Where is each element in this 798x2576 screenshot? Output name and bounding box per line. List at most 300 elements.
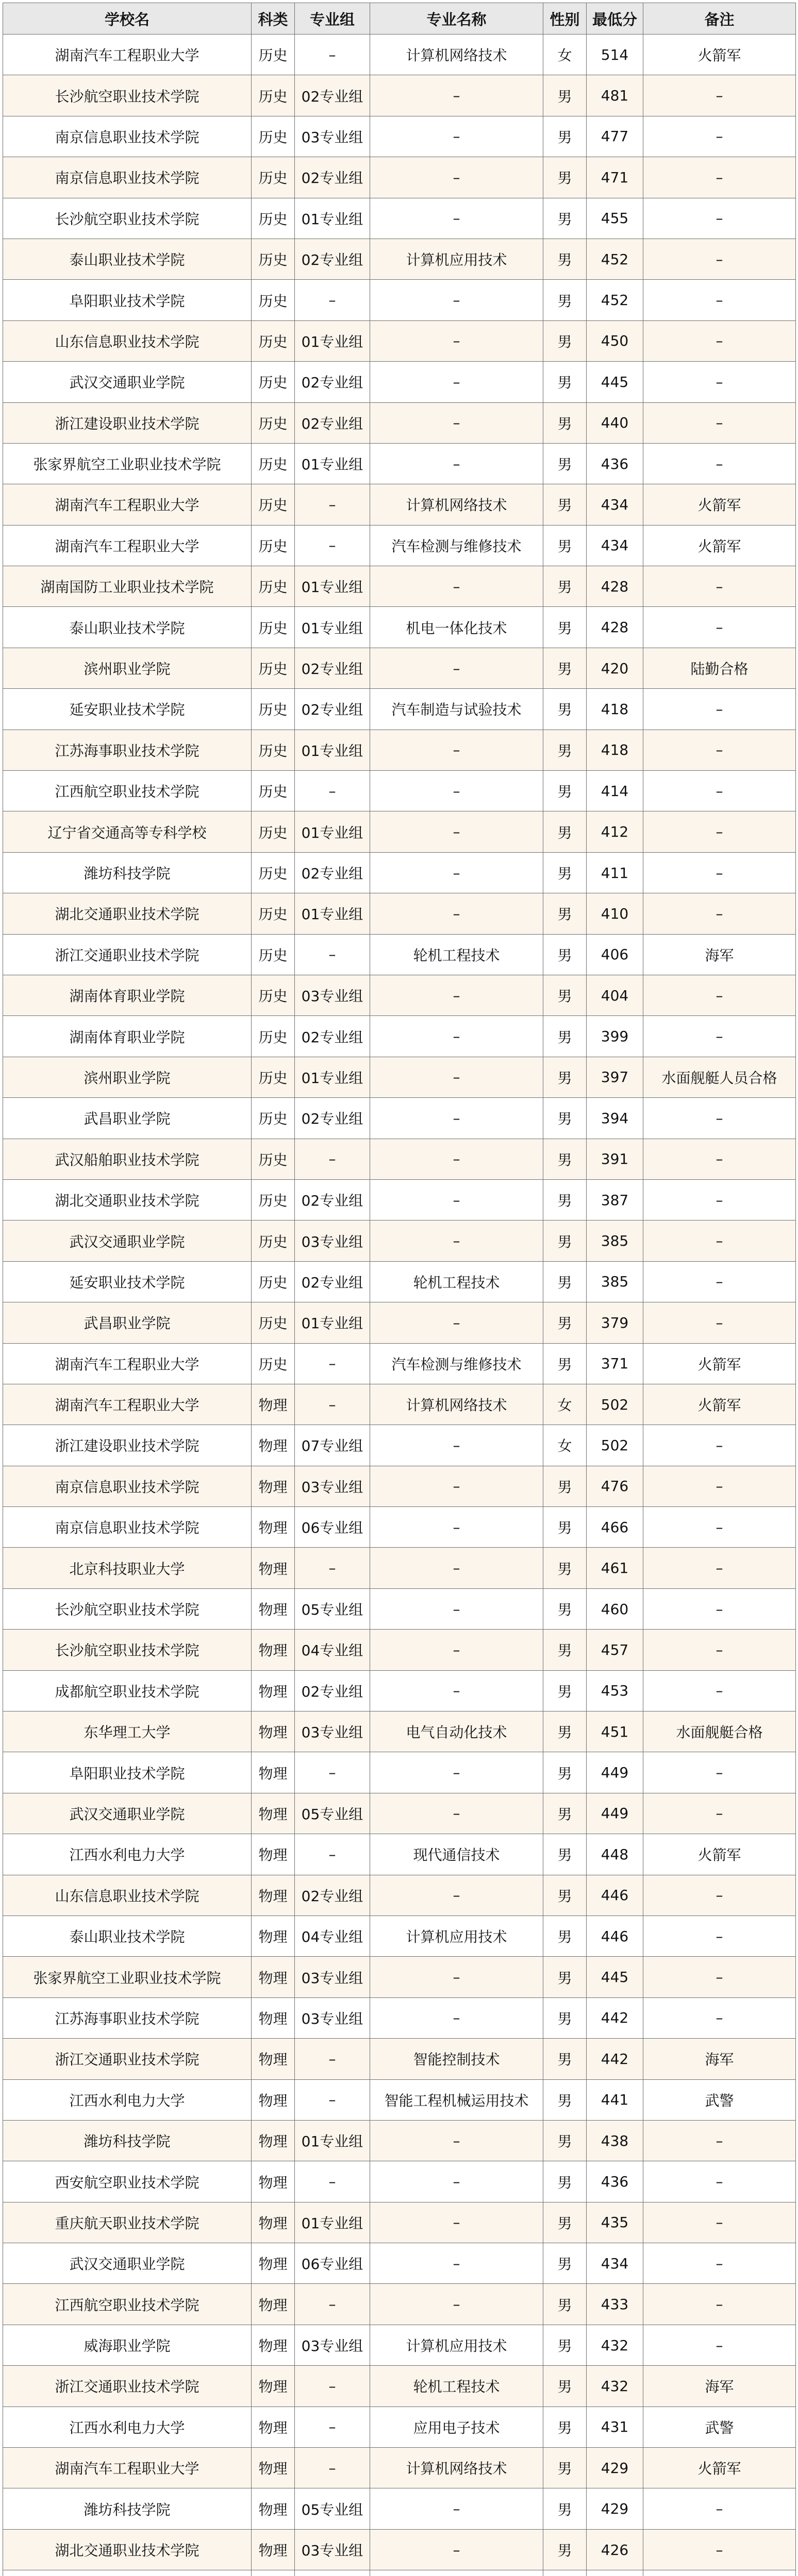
cell-major: – [370,893,543,934]
cell-min-score: 455 [587,198,643,239]
cell-remark: – [643,1670,796,1711]
cell-major: – [370,811,543,852]
cell-school: 长沙航空职业技术学院 [3,198,252,239]
cell-min-score: 471 [587,157,643,198]
cell-remark: – [643,607,796,648]
cell-gender: 男 [543,2039,587,2079]
table-row [3,1793,796,1834]
cell-min-score: 438 [587,2120,643,2161]
cell-gender: 男 [543,2120,587,2161]
cell-gender: 男 [543,566,587,607]
cell-gender: 男 [543,1466,587,1506]
cell-gender: 男 [543,1670,587,1711]
cell-gender: 男 [543,2488,587,2529]
cell-subject: 物理 [252,2039,295,2079]
cell-min-score: 404 [587,975,643,1015]
cell-school: 武汉船舶职业技术学院 [3,1139,252,1179]
cell-major: – [370,975,543,1015]
table-row [3,811,796,852]
cell-group: 02专业组 [295,648,370,688]
cell-subject: 历史 [252,443,295,484]
cell-remark: – [643,2243,796,2284]
cell-remark: – [643,1139,796,1179]
cell-remark: – [643,1793,796,1834]
cell-remark: – [643,75,796,116]
cell-gender: 男 [543,2202,587,2243]
header-group: 专业组 [295,3,370,35]
cell-school: 延安职业技术学院 [3,1261,252,1302]
table-row [3,1997,796,2038]
cell-school: 江西航空职业技术学院 [3,771,252,811]
cell-min-score: 445 [587,1957,643,1997]
cell-gender: 男 [543,1221,587,1261]
cell-group: 05专业组 [295,2488,370,2529]
cell-remark: – [643,2488,796,2529]
cell-remark: – [643,1588,796,1629]
cell-school: 湖南汽车工程职业大学 [3,1384,252,1425]
table-row [3,525,796,566]
cell-min-score: 399 [587,1016,643,1057]
cell-major: – [370,1016,543,1057]
cell-min-score: 387 [587,1179,643,1220]
cell-remark: – [643,1548,796,1588]
header-school: 学校名 [3,3,252,35]
table-row [3,2488,796,2529]
cell-remark: – [643,975,796,1015]
cell-gender: 男 [543,1630,587,1670]
cell-remark: – [643,689,796,730]
cell-remark: 海军 [643,934,796,975]
cell-remark: – [643,1466,796,1506]
cell-school: 潍坊科技学院 [3,2488,252,2529]
cell-min-score: 432 [587,2366,643,2406]
cell-remark: – [643,811,796,852]
cell-gender: 男 [543,1997,587,2038]
cell-school: 西安航空职业技术学院 [3,2161,252,2202]
table-row [3,1139,796,1179]
cell-subject: 物理 [252,2243,295,2284]
cell-remark: 火箭军 [643,484,796,525]
cell-min-score: 476 [587,1466,643,1506]
table-row [3,2039,796,2079]
cell-min-score: 420 [587,648,643,688]
cell-major: – [370,402,543,443]
cell-subject: 物理 [252,1793,295,1834]
cell-major: 计算机网络技术 [370,484,543,525]
cell-gender: 男 [543,280,587,320]
cell-remark: – [643,198,796,239]
cell-remark: – [643,1875,796,1916]
cell-group [295,2570,370,2576]
cell-major: – [370,566,543,607]
cell-subject: 物理 [252,1548,295,1588]
cell-remark: – [643,771,796,811]
cell-remark: – [643,2325,796,2365]
table-row [3,280,796,320]
cell-school: 江苏海事职业技术学院 [3,1997,252,2038]
table-row [3,362,796,402]
cell-group: 05专业组 [295,1588,370,1629]
cell-min-score: 426 [587,2529,643,2570]
table-row [3,607,796,648]
cell-major: 智能工程机械运用技术 [370,2079,543,2120]
cell-major: – [370,730,543,770]
cell-gender: 男 [543,1343,587,1384]
cell-group: – [295,1384,370,1425]
table-row [3,975,796,1015]
table-row [3,1834,796,1875]
cell-group: 03专业组 [295,1466,370,1506]
cell-school: 江西水利电力大学 [3,1834,252,1875]
cell-min-score: 397 [587,1057,643,1097]
table-row [3,2243,796,2284]
cell-group: 02专业组 [295,689,370,730]
cell-subject: 历史 [252,1098,295,1139]
cell-min-score: 385 [587,1221,643,1261]
cell-group: 03专业组 [295,116,370,157]
table-row [3,198,796,239]
cell-major: 汽车制造与试验技术 [370,689,543,730]
cell-school [3,2570,252,2576]
cell-min-score: 440 [587,402,643,443]
cell-remark: – [643,1302,796,1343]
cell-major: – [370,648,543,688]
table-row [3,1302,796,1343]
cell-school: 湖南体育职业学院 [3,975,252,1015]
cell-remark: 水面舰艇合格 [643,1711,796,1752]
cell-subject: 物理 [252,1875,295,1916]
cell-subject: 历史 [252,1016,295,1057]
cell-subject: 物理 [252,1384,295,1425]
cell-school: 张家界航空工业职业技术学院 [3,443,252,484]
cell-subject [252,2570,295,2576]
cell-school: 东华理工大学 [3,1711,252,1752]
cell-min-score: 432 [587,2325,643,2365]
table-row [3,1057,796,1097]
cell-min-score: 449 [587,1752,643,1793]
cell-group: – [295,2039,370,2079]
cell-school: 威海职业学院 [3,2325,252,2365]
cell-gender: 男 [543,2161,587,2202]
cell-min-score: 461 [587,1548,643,1588]
cell-remark: – [643,730,796,770]
cell-subject: 物理 [252,2366,295,2406]
cell-major: – [370,320,543,361]
table-row [3,2202,796,2243]
cell-major: 机电一体化技术 [370,607,543,648]
cell-school: 张家界航空工业职业技术学院 [3,1957,252,1997]
cell-major: – [370,443,543,484]
table-row [3,1752,796,1793]
cell-subject: 物理 [252,1711,295,1752]
cell-min-score: 379 [587,1302,643,1343]
cell-major: – [370,2202,543,2243]
table-row [3,1507,796,1548]
cell-major: 汽车检测与维修技术 [370,525,543,566]
cell-major: – [370,852,543,893]
cell-school: 武汉交通职业学院 [3,1793,252,1834]
cell-subject: 历史 [252,362,295,402]
cell-subject: 物理 [252,1957,295,1997]
cell-subject: 历史 [252,1302,295,1343]
cell-remark: 火箭军 [643,1834,796,1875]
cell-subject: 历史 [252,198,295,239]
table-row [3,320,796,361]
table-row [3,2570,796,2576]
cell-major: – [370,280,543,320]
cell-major: – [370,2243,543,2284]
cell-major: – [370,2488,543,2529]
cell-remark: – [643,1098,796,1139]
cell-gender: 男 [543,811,587,852]
cell-min-score: 428 [587,607,643,648]
cell-gender: 男 [543,607,587,648]
cell-major: – [370,2120,543,2161]
cell-school: 泰山职业技术学院 [3,1916,252,1956]
cell-gender: 男 [543,1588,587,1629]
cell-subject: 物理 [252,1752,295,1793]
cell-remark [643,2570,796,2576]
cell-school: 长沙航空职业技术学院 [3,1630,252,1670]
cell-group: 07专业组 [295,1425,370,1466]
cell-subject: 历史 [252,934,295,975]
cell-major: – [370,1548,543,1588]
cell-subject: 历史 [252,1221,295,1261]
cell-group: 01专业组 [295,443,370,484]
cell-subject: 物理 [252,1588,295,1629]
score-table-wrapper [3,3,795,2576]
cell-group: 01专业组 [295,566,370,607]
cell-group: – [295,35,370,75]
cell-group: – [295,525,370,566]
cell-major: 轮机工程技术 [370,1261,543,1302]
table-row [3,1588,796,1629]
cell-major: 轮机工程技术 [370,2366,543,2406]
cell-min-score [587,2570,643,2576]
table-row [3,2284,796,2325]
cell-group: – [295,2406,370,2447]
cell-group: 03专业组 [295,2529,370,2570]
table-row [3,1670,796,1711]
table-row [3,934,796,975]
cell-min-score: 410 [587,893,643,934]
cell-remark: – [643,1179,796,1220]
cell-subject: 历史 [252,280,295,320]
cell-gender: 男 [543,1548,587,1588]
cell-gender: 男 [543,1261,587,1302]
cell-subject: 物理 [252,1630,295,1670]
cell-major: 汽车检测与维修技术 [370,1343,543,1384]
cell-school: 江西航空职业技术学院 [3,2284,252,2325]
cell-group: – [295,934,370,975]
cell-subject: 历史 [252,484,295,525]
cell-subject: 历史 [252,893,295,934]
cell-min-score: 445 [587,362,643,402]
cell-subject: 物理 [252,1670,295,1711]
table-row [3,2529,796,2570]
cell-remark: – [643,893,796,934]
cell-min-score: 477 [587,116,643,157]
cell-subject: 历史 [252,157,295,198]
cell-remark: – [643,1957,796,1997]
cell-group: 02专业组 [295,1098,370,1139]
cell-min-score: 434 [587,2243,643,2284]
cell-major: – [370,2529,543,2570]
cell-school: 南京信息职业技术学院 [3,116,252,157]
table-row [3,75,796,116]
cell-school: 山东信息职业技术学院 [3,1875,252,1916]
cell-remark: – [643,1507,796,1548]
cell-group: 03专业组 [295,1957,370,1997]
cell-subject: 物理 [252,1466,295,1506]
cell-min-score: 411 [587,852,643,893]
cell-school: 南京信息职业技术学院 [3,1507,252,1548]
cell-group: 03专业组 [295,1997,370,2038]
cell-gender: 女 [543,1384,587,1425]
cell-min-score: 371 [587,1343,643,1384]
cell-subject: 物理 [252,2120,295,2161]
cell-remark: 火箭军 [643,2448,796,2488]
cell-group: – [295,2448,370,2488]
cell-group: 02专业组 [295,402,370,443]
cell-major: – [370,1098,543,1139]
table-row [3,2079,796,2120]
table-row [3,35,796,75]
cell-school: 南京信息职业技术学院 [3,1466,252,1506]
cell-remark: – [643,280,796,320]
cell-gender: 男 [543,689,587,730]
cell-group: 02专业组 [295,1261,370,1302]
cell-subject: 物理 [252,2448,295,2488]
cell-remark: – [643,1016,796,1057]
cell-school: 潍坊科技学院 [3,852,252,893]
cell-gender: 男 [543,402,587,443]
cell-group: – [295,2284,370,2325]
cell-subject: 历史 [252,730,295,770]
cell-gender: 男 [543,975,587,1015]
cell-remark: 火箭军 [643,35,796,75]
cell-gender: 男 [543,1507,587,1548]
cell-subject: 历史 [252,75,295,116]
cell-min-score: 466 [587,1507,643,1548]
cell-gender: 男 [543,1793,587,1834]
cell-group: 02专业组 [295,1670,370,1711]
cell-gender: 男 [543,362,587,402]
table-row [3,1466,796,1506]
table-row [3,852,796,893]
cell-gender: 女 [543,35,587,75]
cell-subject: 历史 [252,402,295,443]
cell-school: 延安职业技术学院 [3,689,252,730]
table-row [3,566,796,607]
table-row [3,484,796,525]
cell-group: – [295,1548,370,1588]
cell-min-score: 446 [587,1875,643,1916]
cell-major: 轮机工程技术 [370,934,543,975]
table-row [3,893,796,934]
table-row [3,1016,796,1057]
cell-school: 泰山职业技术学院 [3,607,252,648]
cell-remark: 火箭军 [643,1384,796,1425]
cell-subject: 物理 [252,2079,295,2120]
cell-major: – [370,1588,543,1629]
cell-subject: 历史 [252,811,295,852]
cell-remark: – [643,2529,796,2570]
cell-min-score: 460 [587,1588,643,1629]
cell-major: 计算机网络技术 [370,2448,543,2488]
table-body [3,35,796,2576]
cell-group: – [295,2161,370,2202]
cell-major: – [370,1670,543,1711]
cell-min-score: 433 [587,2284,643,2325]
table-row [3,157,796,198]
cell-major: – [370,116,543,157]
table-row [3,1425,796,1466]
cell-gender: 男 [543,2284,587,2325]
cell-group: 06专业组 [295,2243,370,2284]
cell-major: 计算机应用技术 [370,1916,543,1956]
cell-major [370,2570,543,2576]
cell-gender: 男 [543,116,587,157]
cell-min-score: 457 [587,1630,643,1670]
cell-remark: – [643,1425,796,1466]
table-row [3,1548,796,1588]
cell-group: 01专业组 [295,811,370,852]
cell-remark: – [643,1916,796,1956]
cell-gender: 男 [543,893,587,934]
cell-gender: 男 [543,239,587,279]
cell-major: – [370,2161,543,2202]
cell-subject: 物理 [252,2284,295,2325]
cell-gender: 男 [543,1139,587,1179]
cell-major: 电气自动化技术 [370,1711,543,1752]
cell-group: – [295,484,370,525]
table-row [3,1630,796,1670]
cell-group: – [295,1752,370,1793]
cell-remark: – [643,2284,796,2325]
cell-major: – [370,1466,543,1506]
cell-min-score: 412 [587,811,643,852]
cell-major: – [370,1507,543,1548]
cell-remark: – [643,2120,796,2161]
cell-subject: 历史 [252,566,295,607]
table-row [3,1711,796,1752]
cell-min-score: 452 [587,280,643,320]
cell-subject: 历史 [252,648,295,688]
cell-school: 滨州职业学院 [3,648,252,688]
table-row [3,2366,796,2406]
cell-school: 泰山职业技术学院 [3,239,252,279]
cell-major: – [370,198,543,239]
cell-min-score: 436 [587,443,643,484]
cell-remark: – [643,1997,796,2038]
cell-gender: 男 [543,525,587,566]
header-min-score: 最低分 [587,3,643,35]
cell-gender: 男 [543,2079,587,2120]
cell-min-score: 434 [587,525,643,566]
cell-school: 阜阳职业技术学院 [3,280,252,320]
cell-min-score: 418 [587,730,643,770]
cell-subject: 物理 [252,2202,295,2243]
cell-gender: 男 [543,771,587,811]
cell-remark: – [643,1752,796,1793]
cell-subject: 历史 [252,525,295,566]
cell-min-score: 448 [587,1834,643,1875]
cell-group: 01专业组 [295,2120,370,2161]
cell-min-score: 406 [587,934,643,975]
cell-group: 04专业组 [295,1916,370,1956]
cell-min-score: 451 [587,1711,643,1752]
